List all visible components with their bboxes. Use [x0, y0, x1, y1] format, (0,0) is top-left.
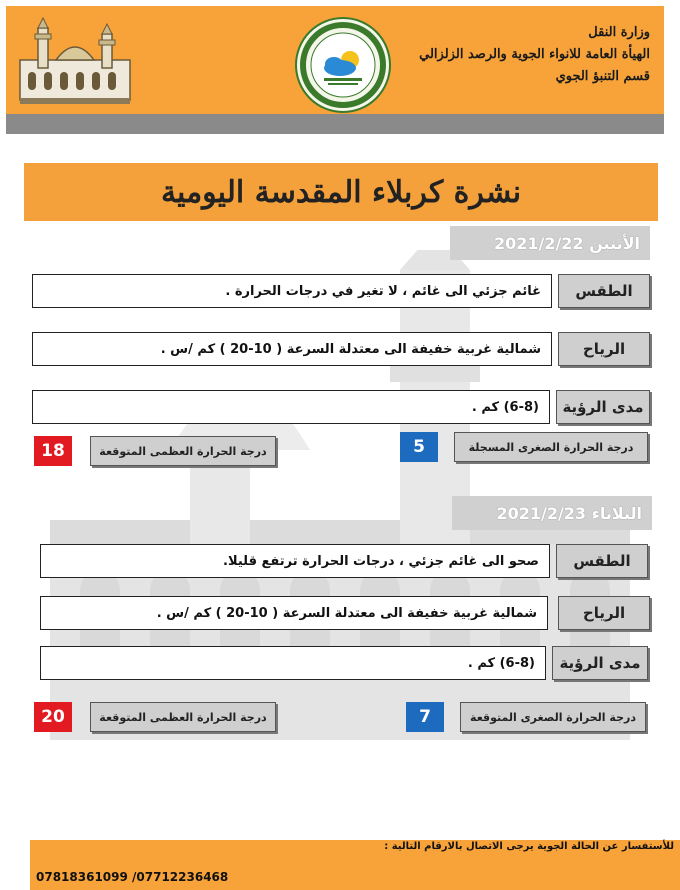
- day1-max-temp-label: درجة الحرارة العظمى المتوقعة: [90, 436, 276, 466]
- day2-min-temp-value: 7: [406, 702, 444, 732]
- department-name: قسم التنبؤ الجوي: [555, 69, 650, 84]
- day1-visibility-value: (6-8) كم .: [32, 390, 550, 424]
- day2-max-temp-label: درجة الحرارة العظمى المتوقعة: [90, 702, 276, 732]
- day2-weather-label: الطقس: [556, 544, 648, 578]
- day1-max-temp-value: 18: [34, 436, 72, 466]
- day1-min-temp-label: درجة الحرارة الصغرى المسجلة: [454, 432, 648, 462]
- footer-contact-note: للأستفسار عن الحالة الجوية يرجى الاتصال بالارقام التالية :: [384, 841, 674, 852]
- day1-wind-value: شمالية غربية خفيفة الى معتدلة السرعة ( 10-20 ) كم /س .: [32, 332, 552, 366]
- mosque-logo-icon: [16, 14, 134, 106]
- day2-max-temp-value: 20: [34, 702, 72, 732]
- meteorological-emblem-icon: [294, 16, 392, 114]
- day1-weather-value: غائم جزئي الى غائم ، لا تغير في درجات الحرارة .: [32, 274, 552, 308]
- day1-visibility-label: مدى الرؤية: [556, 390, 650, 424]
- authority-name: الهيأة العامة للانواء الجوية والرصد الزلزالي: [419, 47, 650, 62]
- day2-date: الثلاثاء 2021/2/23: [452, 496, 652, 530]
- footer-phone-numbers[interactable]: 07818361099 /07712236468: [36, 870, 229, 884]
- day1-date: الأثنين 2021/2/22: [450, 226, 650, 260]
- day2-visibility-label: مدى الرؤية: [552, 646, 648, 680]
- day1-wind-label: الرياح: [558, 332, 650, 366]
- organization-name: [390, 22, 650, 88]
- day1-weather-label: الطقس: [558, 274, 650, 308]
- day1-min-temp-value: 5: [400, 432, 438, 462]
- day2-min-temp-label: درجة الحرارة الصغرى المتوقعة: [460, 702, 646, 732]
- header-divider: [6, 114, 664, 134]
- day2-weather-value: صحو الى غائم جزئي ، درجات الحرارة ترتفع قليلا.: [40, 544, 550, 578]
- day2-visibility-value: (6-8) كم .: [40, 646, 546, 680]
- day2-wind-value: شمالية غربية خفيفة الى معتدلة السرعة ( 10-20 ) كم /س .: [40, 596, 548, 630]
- bulletin-title: نشرة كربلاء المقدسة اليومية: [24, 163, 658, 221]
- ministry-name: وزارة النقل: [588, 25, 650, 40]
- day2-wind-label: الرياح: [558, 596, 650, 630]
